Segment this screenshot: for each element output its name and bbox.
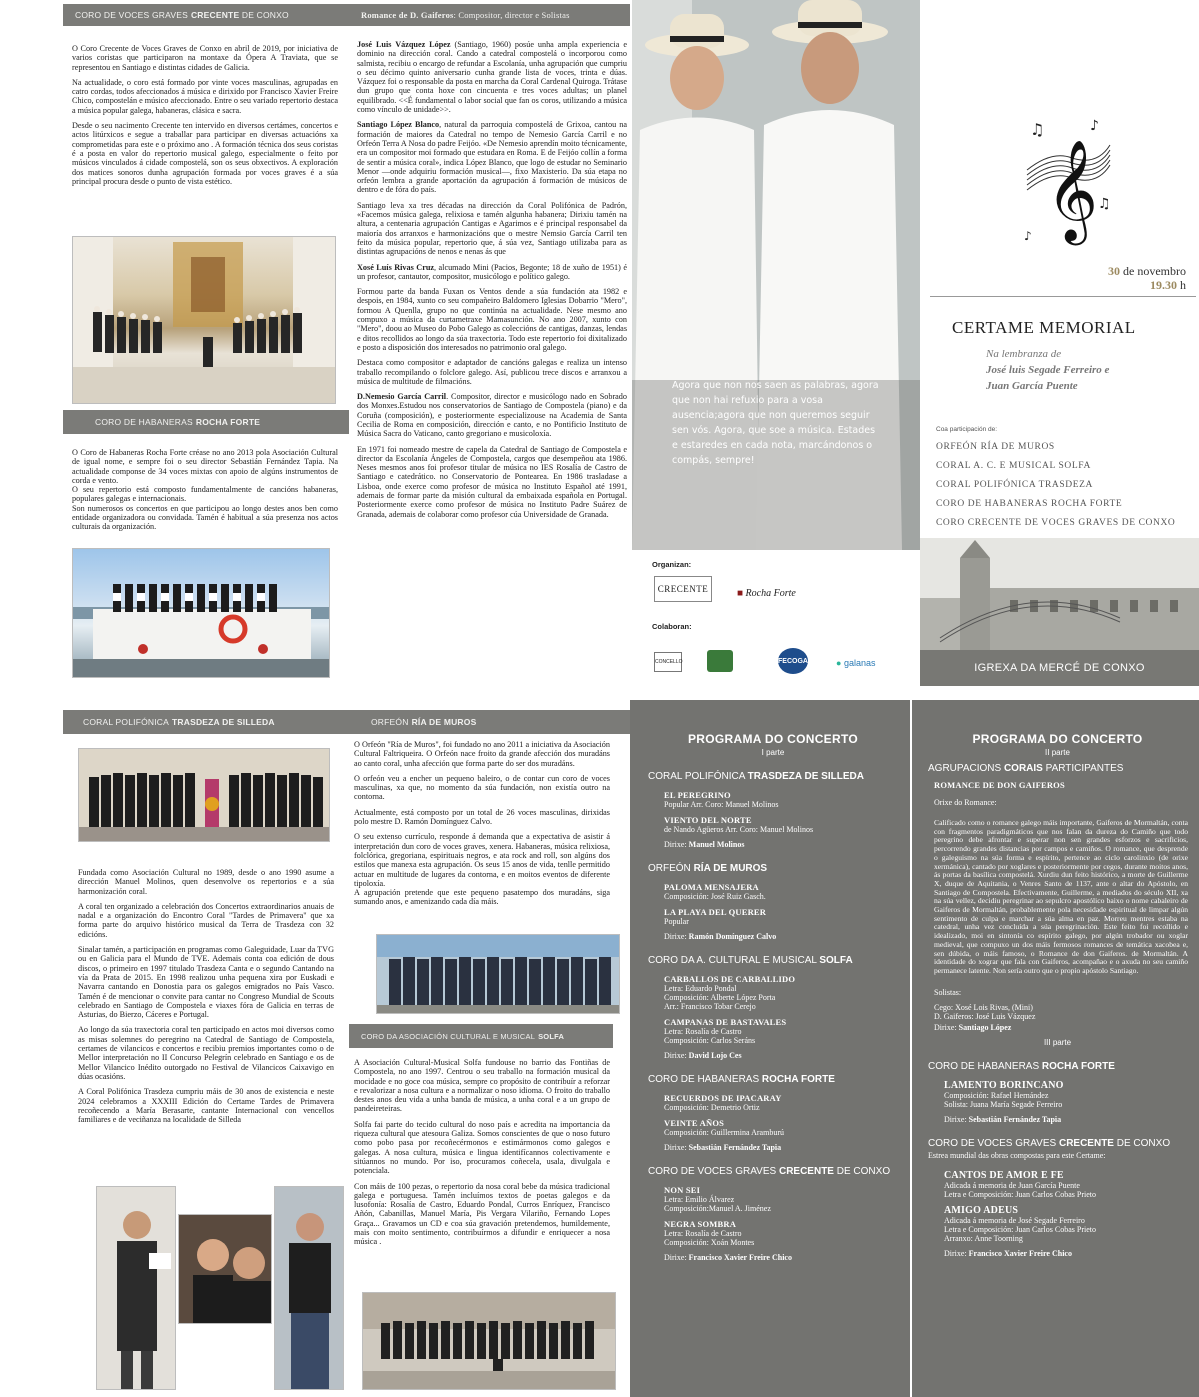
header-bold: RÍA DE MUROS [411, 717, 477, 727]
romance-title [934, 780, 1187, 790]
song [664, 1093, 898, 1112]
director-line [664, 840, 898, 849]
header-text: CORAL POLIFÓNICA [83, 717, 170, 727]
date-month: de novembro [1123, 264, 1186, 278]
soloist-photo [274, 1186, 344, 1390]
event-date [1060, 264, 1186, 279]
rochaforte-logo: ■ Rocha Forte [737, 588, 796, 599]
header-text: ORFEÓN [371, 717, 409, 727]
program-part-label: II parte [1045, 748, 1070, 757]
director-line [944, 1115, 1187, 1124]
header-bold: TRASDEZA DE SILLEDA [172, 717, 275, 727]
solfa-text [354, 1058, 610, 1284]
muros-photo [376, 934, 620, 1014]
origin-text: Calificado como o romance galego máis importante, Gaiferos de Mormaltán, conta con fragmentos paradigmáticos que nos falan da dureza do Camiño que todo peregrino debe afrontar e superar non sen grandes esforzos e sacrificios, percorrendo grandes distancias por campos e camiños. O romance, que desprende o galeguismo na súa forma e espírito, pertence ao ciclo carolinxio (de orixe xermánica), cantado por xoglares e posteriormente por cegos, durante moitos anos, ás portas da basílica compostelá. Xurdiu dun feito histórico, a morte de Guillerme X, duque de Aquitania, o Venres Santo de 1137, ante o altar do Apóstolo, en Santiago de Compostela. Efectivamente, Guillerme, a mediados do século XII, xa na súa vellez, decidiu peregrinar ao sepulcro apostólico baixo o nome cabaleiro de Gaiferos de Mormaltán, probablemente pola necesidade espiritual de limpar algún sentimento de culpa e marchar a súa alma en paz. Morreu mentres estaba na catedral, unha vez concluída a súa peregrinación. Este feito foi recollido e idealizado, moi en sintonía co espírito galego, por algún trobador ou xoglar medieval, que compuxo un dos máis fermosos romances de temática xacobea e, sen dúbida, o máis famoso, o Romance de don Gaiferos. de Mormaltán. A identidade do xograr que fala con Gaiferos, acompañao e o axuda no seu camiño permanece latente. Non sería outro que o propio apóstolo Santiago. [934, 818, 1188, 975]
song [664, 882, 898, 901]
choir-list [936, 442, 1196, 537]
director-line [664, 932, 898, 941]
concello-logo [654, 652, 682, 672]
bio-text: , alcumado Mini (Pacios, Begonte; 18 de xuño de 1951) é un profesor, cantautor, compositor, musicólogo e político galego. [357, 262, 627, 281]
song-detail: Letra: Eduardo Pondal [664, 984, 737, 993]
program-group [648, 771, 898, 849]
program-title: PROGRAMA DO CONCERTO [972, 732, 1143, 746]
galanas-logo: ● galanas [836, 658, 876, 668]
group-text: ORFEÓN [648, 863, 691, 874]
song [664, 1185, 898, 1213]
group-text: CORO DE HABANERAS [648, 1074, 760, 1085]
memorial-line: Juan García Puente [986, 380, 1078, 392]
song [664, 790, 898, 809]
song-title: NON SEI [664, 1185, 701, 1195]
director-label: Dirixe: [664, 1143, 687, 1152]
soloist-line: Cego: Xosé Lois Rivas, (Mini) [934, 1002, 1033, 1012]
paragraph: O seu extenso currículo, responde á demanda que a expectativa de asistir á interpretación dun coro de voces graves, xenera. Habaneras, música relixiosa, folclórica, gregoriana, espirituais negros, e ata rock and roll, son algúns dos estilos que manexa esta agrupación. Os seus 15 anos de vida, tenlle permitido actuar en multitude de lugares da contorna, e en moitos eventos de diferente tipoloxía. [354, 832, 610, 888]
director-line [664, 1051, 898, 1060]
trasdeza-header [63, 710, 349, 734]
group-name [648, 771, 898, 782]
bio-paragraph [357, 263, 627, 282]
memorial-line: Na lembranza de [986, 348, 1062, 360]
bio-name: Santiago López Blanco [357, 120, 440, 130]
time-value: 19.30 [1150, 278, 1177, 292]
song-title: CARBALLOS DE CARBALLIDO [664, 974, 796, 984]
director-photo [96, 1186, 176, 1390]
logo-text: CRECENTE [657, 584, 709, 594]
bio-text: , natural da parroquia compostelá de Grixoa, cantou na formación de maiores da Catedral no tempo de Nemesio García Carril e no Orfeón Terra A Nosa do padre Feijóo. «De Nemesio aprendín moito técnicamente, era un compositor moi formado que estudara en Roma. E de Feijóo collín a forma de sentir a música coral», indica López Blanco, que logo de estudar no Seminario Menor —onde adquiriu formación musical—, fixo Maxisterio. Da súa etapa no orfeón lembra a grande aportación da agrupación á formación de músicos de dentro e de fóra do país. [357, 120, 627, 195]
paragraph: Solfa fai parte do tecido cultural do noso país e acredita na importancia da riqueza cultural que atesoura Galiza. Somos conscientes de que o noso futuro como pobo pasa por recoñecérmonos e estimármonos como galegos e galegas. A nosa cultura, música e lingua identifícannos colectivamente e sitúannos no mundo. Por iso, procuramos coñecela, usala, divulgala e potenciala. [354, 1119, 610, 1176]
group-bold: SOLFA [819, 955, 853, 966]
svg-text:♫: ♫ [1098, 196, 1111, 212]
svg-text:♪: ♪ [1090, 118, 1099, 134]
solfa-header [349, 1024, 613, 1048]
crecente-logo [654, 576, 712, 602]
header-text: CORO DE HABANERAS [95, 417, 193, 427]
song-title: NEGRA SOMBRA [664, 1219, 737, 1229]
director-line [664, 1253, 898, 1262]
header-text: DE CONXO [241, 10, 289, 20]
program-group [648, 1074, 898, 1152]
header-bold: CRECENTE [190, 10, 240, 20]
director-name: Francisco Xavier Freire Chico [688, 1253, 792, 1262]
song-detail: de Nando Agüeros Arr. Coro: Manuel Molinos [664, 825, 814, 834]
event-time [1100, 278, 1186, 293]
paragraph: O orfeón veu a encher un pequeno baleiro, o de contar cun coro de voces masculinas, xa que, no momento da súa fundación, non existía outro na contorna. [354, 773, 610, 802]
poem: Agora que non nos saen as palabras, agora que non hai refuxio para a vosa ausencia;agora que non queremos seguir sen vós. Agora, que soe a música. Estades e estaredes en cada nota, marcándonos o compás, sempre! [672, 380, 879, 466]
rocha-photo [72, 548, 330, 678]
group-name [648, 955, 898, 966]
bio-paragraph [357, 392, 627, 438]
song-title: EL PEREGRINO [664, 790, 731, 800]
director-line [934, 1023, 1187, 1032]
treble-clef-icon [1022, 100, 1114, 260]
director-name: Manuel Molinos [688, 840, 745, 849]
crecente-church-photo [72, 236, 336, 404]
group-name [648, 863, 898, 874]
director-label: Dirixe: [944, 1248, 967, 1258]
group-text: CORO DE VOCES GRAVES [648, 1166, 777, 1177]
paragraph: O seu repertorio está composto fundamentalmente de cancións habaneras, populares galegas e internacionais. [72, 485, 338, 504]
song-detail: Popular [664, 917, 689, 926]
choir-item: ORFEÓN RÍA DE MUROS [936, 442, 1055, 452]
song-title: PALOMA MENSAJERA [664, 882, 759, 892]
church-panel [920, 538, 1199, 686]
rocha-header [63, 410, 349, 434]
director-name: Sebastián Fernández Tapia [688, 1143, 782, 1152]
time-unit: h [1180, 278, 1186, 292]
origin-label: Orixe do Romance: [934, 798, 997, 807]
director-line [664, 1143, 898, 1152]
song [944, 1170, 1187, 1199]
director-name: Ramón Domínguez Calvo [688, 932, 777, 941]
song-detail: Arr.: Francisco Tobar Cerejo [664, 1002, 756, 1011]
soloists-label: Solistas: [934, 987, 962, 997]
group-bold: ROCHA FORTE [761, 1074, 835, 1085]
group-text: CORO DE HABANERAS [928, 1060, 1040, 1072]
song-title: LA PLAYA DEL QUERER [664, 907, 767, 917]
song-detail: Composición: Xoán Montes [664, 1238, 755, 1247]
group-name [648, 1166, 898, 1177]
logo-text: FECOGA [778, 657, 808, 665]
bio-name: José Luis Vázquez López [357, 40, 451, 49]
header-bold: SOLFA [538, 1031, 565, 1041]
paragraph: A agrupación pretende que este pequeno pasatempo dos muradáns, siga sumando anos, e amenizando cada día máis. [354, 888, 610, 907]
paragraph: O Coro Crecente de Voces Graves de Conxo en abril de 2019, por iniciativa de varios coristas que participaron na montaxe da Ópera A Traviata, que se representou en Santiago e distintas cidades de Galicia. [72, 44, 338, 72]
group-name [648, 1074, 898, 1085]
song-title: VEINTE AÑOS [664, 1118, 725, 1128]
header-bold: Romance de D. Gaiferos [361, 10, 454, 20]
program-part-label: III parte [1043, 1037, 1072, 1047]
choir-item: CORAL POLIFÓNICA TRASDEZA [936, 480, 1093, 490]
song-detail: Arranxo: Anne Toorning [944, 1233, 1023, 1243]
program-group [648, 955, 898, 1060]
song-detail: Composición: Alberte López Porta [664, 993, 776, 1002]
memorial-dedication [986, 346, 1109, 394]
organizan-label: Organizan: [652, 560, 692, 569]
song-detail: Letra: Rosalía de Castro [664, 1229, 742, 1238]
song [664, 1118, 898, 1137]
bio-text: (Santiago, 1960) posúe unha ampla experiencia e dominio na dirección coral. Cando a catedral compostelá o incorporou como salmista, recibiu o encargo de refundar a Escolanía, unha agrupación que cumpriu o seu décimo quinto aniversario cunha grande lista de voces, trinta e dúas. Vázquez foi o responsable da posta en marcha da Coral Cardenal Quiroga. Trátase dun grupo que conta hoxe con cincuenta e tres voces adultas; un planel equilibrado. <<É fundamental o labor social que fan os coros, utilizando a música como vínculo de unidade>>. [357, 40, 627, 115]
choir-item: CORO DE HABANERAS ROCHA FORTE [936, 499, 1123, 509]
premiere-note: Estrea mundial das obras compostas para este Certame: [928, 1150, 1106, 1160]
group-name [928, 1061, 1187, 1072]
logo-text: Rocha Forte [745, 588, 796, 599]
event-title: CERTAME MEMORIAL [952, 318, 1136, 337]
svg-text:𝄞: 𝄞 [1046, 138, 1099, 241]
paragraph: Con máis de 100 pezas, o repertorio da nosa coral bebe da música tradicional galega e portuguesa. Tamén incluímos textos de poetas galegos e da lusofonía: Rosalía de Castro, Eduardo Pondal, Curros Enríquez, Francisco Añón, Cabanillas, Manuel María, Pis Vergara Vilariño, Fernando Lopes Graça... Gravamos un CD e coa súa gravación pretendemos, humildemente, mais con moito sentimento, contribuírmos a difundir e enriquecer a nosa música . [354, 1181, 610, 1247]
group-text: DE CONXO [1116, 1137, 1171, 1149]
muros-header [349, 710, 630, 734]
director-name: David Lojo Ces [688, 1051, 742, 1060]
paragraph: Fundada como Asociación Cultural no 1989, desde o ano 1990 asume a dirección Manuel Molinos, quen desenvolve os repertorios e a súa harmonización coral. [78, 868, 334, 896]
group-bold: ROCHA FORTE [1041, 1060, 1115, 1072]
bio-paragraph [357, 358, 627, 386]
director-label: Dirixe: [934, 1022, 957, 1032]
song-detail: Composición: Carlos Seráns [664, 1036, 756, 1045]
rocha-text [72, 448, 338, 544]
director-label: Dirixe: [944, 1114, 967, 1124]
group-text: PARTICIPANTES [1045, 763, 1124, 774]
svg-text:♪: ♪ [1024, 229, 1032, 243]
song-title: VIENTO DEL NORTE [664, 815, 752, 825]
director-label: Dirixe: [664, 1051, 687, 1060]
trasdeza-text [78, 868, 334, 1178]
memorial-line: José luis Segade Ferreiro e [986, 364, 1110, 376]
paragraph: Ao longo da súa traxectoria coral ten participado en actos moi diversos como as misas solemnes do peregrino na Catedral de Santiago de Compostela, certames de vilancicos e concertos e recibiu premios importantes como o de Mellor interpretación no II Concurso Pelegrín celebrado en Santiago e os de Mellor Vilancico Inédito outorgado no Festival de Vilancicos Caixavigo en dúas ocasións. [78, 1025, 334, 1081]
song-title: ROMANCE DE DON GAIFEROS [934, 780, 1065, 790]
song [664, 1017, 898, 1045]
song [664, 815, 898, 834]
bio-name: Xosé Luís Rivas Cruz [357, 262, 435, 272]
paragraph: Na actualidade, o coro está formado por vinte voces masculinas, agrupadas en catro cordas, todos afeccionados á música e dirixido por Francisco Xavier Freire Chico, compostelán e músico afeccionado. Entre o seu variado repertorio destaca a música popular galega, habaneras, clásica e sacra. [72, 77, 338, 115]
program-group [928, 1138, 1187, 1258]
song-title: RECUERDOS DE IPACARAY [664, 1093, 782, 1103]
venue-text: IGREXA DA MERCÉ DE [974, 662, 1100, 674]
song-title: CANTOS DE AMOR E FE [944, 1169, 1064, 1181]
divider [930, 296, 1196, 297]
paragraph: O Orfeón "Ría de Muros", foi fundado no ano 2011 a iniciativa da Asociación Cultural Faltriqueira. O Orfeón nace froito da grande afección dos muradáns ao canto coral, unha afección que forma parte do ser dos muradáns. [354, 740, 610, 768]
song-detail: Composición: José Ruiz Gasch. [664, 892, 766, 901]
gaiferos-bios [357, 40, 627, 680]
solfa-photo [362, 1292, 616, 1390]
group-bold: CRECENTE [1058, 1137, 1114, 1149]
director-label: Dirixe: [664, 840, 687, 849]
fecoga-logo [778, 648, 808, 674]
song-detail: Composición:Manuel A. Jiménez [664, 1204, 771, 1213]
xunta-logo [707, 650, 733, 672]
program-part-1 [630, 700, 910, 1397]
program-group [648, 1166, 898, 1262]
gaiferos-header [349, 4, 630, 26]
song [944, 1205, 1187, 1243]
group-text: CORO DE VOCES GRAVES [928, 1137, 1057, 1149]
song-detail: Composición: Guillermina Aramburú [664, 1128, 784, 1137]
bio-paragraph [357, 287, 627, 352]
muros-text [354, 740, 610, 926]
header-bold: ROCHA FORTE [195, 417, 261, 427]
song [664, 974, 898, 1011]
bio-paragraph [357, 120, 627, 194]
bio-text: Santiago leva xa tres décadas na dirección da Coral Polifónica de Padrón, «Facemos música galega, relixiosa e tamén algunha habanera; Dirixiu tamén na altura, a centenaria agrupación Cantigas e Agarimos e é principal responsabel da maioría dos arranxos e harmonizacións que o mestre Nemsio García Carril ten feito da música popular, repertorio que, á súa vez, Santiago utilizaba para as distintas agrupacións de nenos e nenas ás que [357, 200, 627, 257]
colaboran-label: Colaboran: [652, 622, 692, 631]
program-group [928, 1061, 1187, 1124]
song-detail: Letra: Emilio Álvarez [664, 1195, 735, 1204]
bio-paragraph [357, 445, 627, 519]
soloists-photo [632, 0, 920, 550]
bio-name: D.Nemesio García Carril [357, 392, 447, 402]
director-name: Santiago López [958, 1022, 1012, 1032]
director-line [944, 1249, 1187, 1258]
trasdeza-photo [78, 748, 330, 842]
venue-label [920, 650, 1199, 686]
paragraph: Son numerosos os concertos en que participou ao longo destes anos ben como entidade organizadora ou convidada. Tamén é habitual a súa presenza nos actos culturais da organización. [72, 503, 338, 532]
choir-item: CORAL A. C. E MUSICAL SOLFA [936, 461, 1091, 471]
song-detail: Solista: Juana María Segade Ferreiro [944, 1099, 1063, 1109]
paragraph: Desde o seu nacimento Crecente ten intervido en diversos certámes, concertos e actos litúrxicos e segue a traballar para participar en diversas actuacións xa comprometidas para este e o próximo ano . A formación técnica dos seus coristas é a posta en valor do repertorio musical galego, especialmente o feito por músicos vinculados á cidade compostelá, son os seus obxectivos. A exploración dos matices sonoros dunha agrupación formada por voces graves é a súa principal procura desde o punto de vista estético. [72, 121, 338, 186]
song-detail: Letra e Composición: Juan Carlos Cobas Prieto [944, 1189, 1096, 1199]
group-text: DE CONXO [836, 1166, 891, 1177]
song-detail: Letra: Rosalía de Castro [664, 1027, 742, 1036]
paragraph: A Coral Polifónica Trasdeza cumpriu máis de 30 anos de existencia e neste 2024 celebramos a XXXIII Edición do Certame Tardes de Primavera recoñecendo a María Berasarte, cantante Internacional con vencellos familiares e de veciñanza na localidade de Silleda [78, 1087, 334, 1125]
song-detail: Adicada á memoria de José Segade Ferreiro [944, 1215, 1085, 1225]
soloist-line: D. Gaiferos: José Luis Vázquez [934, 1011, 1036, 1021]
choir-item: CORO CRECENTE DE VOCES GRAVES DE CONXO [936, 518, 1176, 528]
program-part-label: I parte [761, 748, 785, 757]
bio-paragraph [357, 40, 627, 114]
header-text: CORO DE VOCES GRAVES [75, 10, 188, 20]
group-bold: TRASDEZA DE SILLEDA [747, 771, 864, 782]
bio-paragraph [357, 201, 627, 257]
logo-text: CONCELLO [655, 659, 683, 665]
group-bold: RÍA DE MUROS [693, 863, 768, 874]
paragraph: A coral ten organizado a celebración dos Concertos extraordinarios anuais de nadal e a organización do Encontro Coral "Tardes de Primavera" que xa forma parte do arquivo histórico musical da Terra de Trasdeza con 32 edicións. [78, 901, 334, 939]
svg-text:♫: ♫ [1030, 120, 1045, 139]
program-part-2 [912, 700, 1199, 1397]
song-detail: Composición: Rafael Hernández [944, 1090, 1049, 1100]
song-detail: Adicada á memoria de Juan García Puente [944, 1180, 1080, 1190]
song-detail: Popular Arr. Coro: Manuel Molinos [664, 800, 779, 809]
header-text: : Compositor, director e Solistas [453, 10, 570, 20]
bio-text: Destaca como compositor e adaptador de cancións galegas e realiza un intenso traballo recompilando o folclore galego. Así, publicou trece discos e arranxou a música de multitude de filmacións. [357, 358, 627, 386]
program-group [648, 863, 898, 941]
crecente-header [63, 4, 349, 26]
paragraph: O Coro de Habaneras Rocha Forte créase no ano 2013 pola Asociación Cultural de igual nome, e sempre foi o seu director Sebastián Fernández Tapia. Na actualidade componse de 34 voces mixtas con apoio de algúns instrumentos de corda e vento. [72, 448, 338, 485]
song [664, 907, 898, 926]
song-detail: Composición: Demetrio Ortiz [664, 1103, 760, 1112]
bio-text: En 1971 foi nomeado mestre de capela da Catedral de Santiago de Compostela e director da Escolanía Ángeles de Compostela, cargos que desempeñou ata 1986. Neses mesmos anos foi profesor titular de música no IES Rosalía de Castro de Santiago e catedrático. no Conservatorio de Pontearea. En 1986 trasladase a Lisboa, onde exerce como profesor de música no Instituto Español até 1991, ademais de formar parte da misión cultural da embaixada española en Portugal. Posteriormente exerce como profesor de música no Instituto Padre Suárez de Granada, ademais de colaborar como profesor cúa Universidade de Granada. [357, 444, 627, 519]
song-title: CAMPANAS DE BASTAVALES [664, 1017, 787, 1027]
header-text: CORO DA ASOCIACIÓN CULTURAL E MUSICAL [361, 1031, 536, 1041]
song-detail: Letra e Composición: Juan Carlos Cobas Prieto [944, 1224, 1096, 1234]
group-bold: CORAIS [1003, 763, 1043, 774]
group-text: AGRUPACIONS [928, 763, 1002, 774]
paragraph: Sinalar tamén, a participación en programas como Galeguidade, Luar da TVG ou en Galicia para el Mundo de TVE. Ademais conta coa edición de dous discos, o primeiro en 1997 titulado Trasdeza Canta e o segundo Cantando na vía da Prata de 2015. En 1998 realizou unha pequena xira por Euskadi e Navarra cantando en Donostia para os galegos emigrados no País Vasco. Tamén é de mencionar o convite para cantar no Congreso Mundial de Scouts celebrado en Santiago de Compostela e viaxes fóra de Galicia en terras de Asturias, do Bierzo, Cáceres e Portugal. [78, 945, 334, 1020]
group-text: CORO DA A. CULTURAL E MUSICAL [648, 955, 817, 966]
song [944, 1080, 1187, 1109]
bio-text: . Compositor, director e musicólogo nado en Sobrado dos Monxes.Estudou nos conservatorios de Santiago de Compostela (piano) e da Coruña (composición), e posteriormente especializouse na Academia de Santa Cecilia de Roma en composición, dirección e canto, e no Pontificio Instituto de Música Sacra do Vaticano, canto gregoriano e musicoloxía. [357, 392, 627, 439]
singers-closeup-photo [178, 1214, 272, 1324]
program-title: PROGRAMA DO CONCERTO [687, 732, 858, 746]
song [664, 1219, 898, 1247]
song-title: AMIGO ADEUS [944, 1204, 1019, 1216]
song-title: LAMENTO BORINCANO [944, 1079, 1064, 1091]
logo-text: galanas [843, 658, 876, 668]
participation-label: Coa participación de: [936, 426, 998, 433]
group-bold: CRECENTE [778, 1166, 834, 1177]
crecente-text [72, 44, 338, 232]
paragraph: A Asociación Cultural-Musical Solfa fundouse no barrio das Fontiñas de Compostela, no ano 1997. Centrou o seu traballo na formación musical da mocidade e no goce coa música, sempre co propósito de contribuír a reforzar e revalorizar a nosa cultura e a normalizar o noso idioma. O froito do traballo destes anos deu vida a unha banda de música, a unha coral e a un grupo de pandeireteiras. [354, 1058, 610, 1114]
bio-text: Formou parte da banda Fuxan os Ventos dende a súa fundación ata 1982 e despois, en 1984, xunto co seu compañeiro Baldomero Iglesias Dobarrio "Mero", formou A Quenlla, grupo no que continúa na actualidade. Nese mesmo ano compuxo a música da curtametraxe Mamasunción. No ano 2007, xunto con "Mero", doou ao Museo do Pobo Galego as coleccións de cantigas, danzas, lendas e ditos recollidos ao longo da súa traxectoria. Todo este repertorio foi dixitalizado e posto a disposición dos interesados no patrimonio oral galego. [357, 287, 627, 352]
director-name: Francisco Xavier Freire Chico [968, 1248, 1072, 1258]
group-text: CORAL POLIFÓNICA [648, 771, 745, 782]
date-day: 30 [1108, 264, 1121, 278]
director-name: Sebastián Fernández Tapia [968, 1114, 1062, 1124]
director-label: Dirixe: [664, 1253, 687, 1262]
paragraph: Actualmente, está composto por un total de 26 voces masculinas, dirixidas polo mestre D. Ramón Domínguez Calvo. [354, 807, 610, 827]
group-name [928, 763, 1187, 774]
group-name [928, 1138, 1187, 1149]
director-label: Dirixe: [664, 932, 687, 941]
venue-bold: CONXO [1102, 662, 1145, 674]
